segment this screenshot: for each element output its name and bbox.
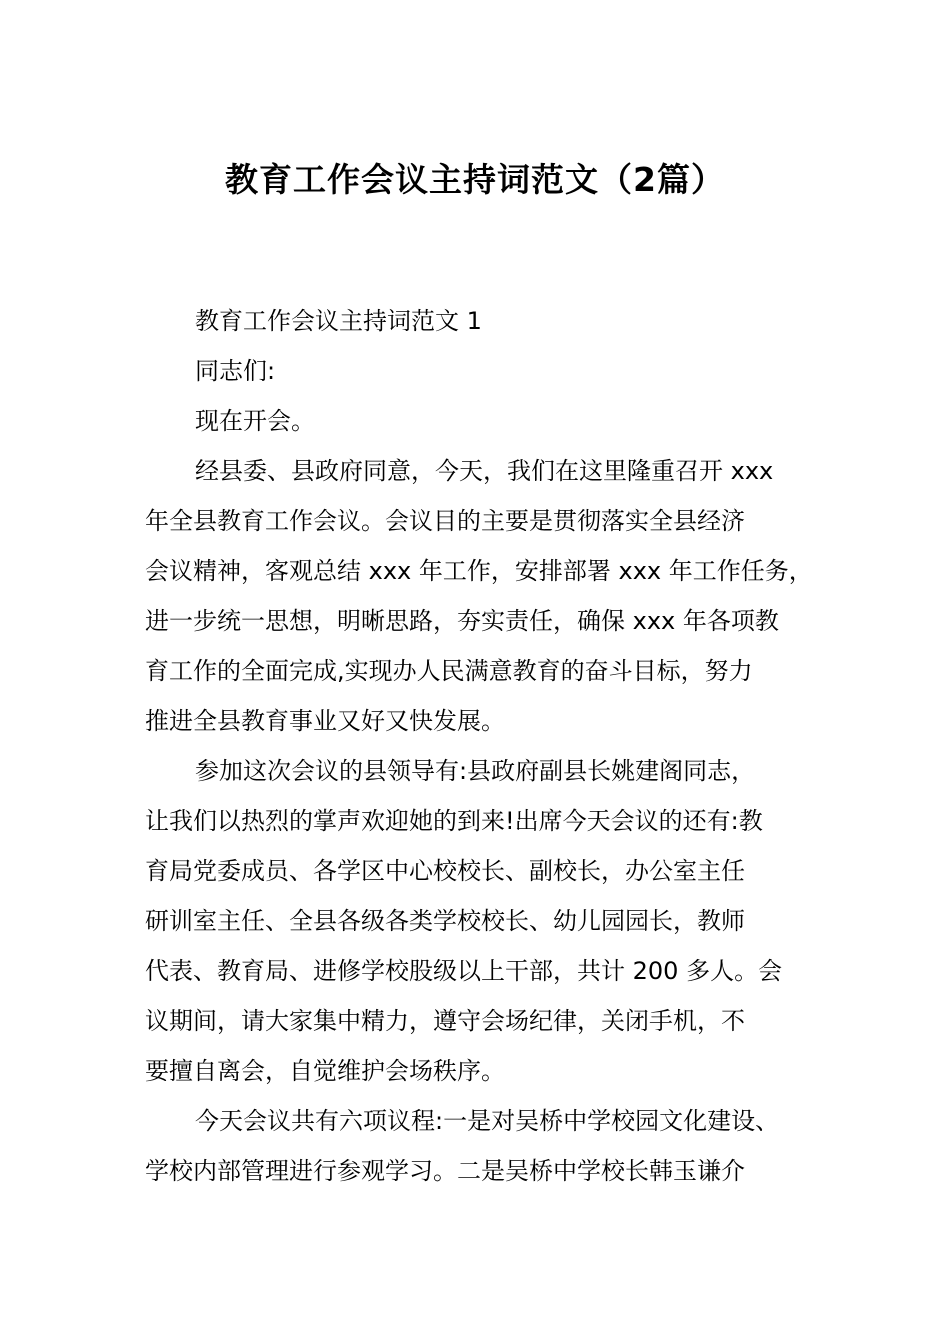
text-line: 推进全县教育事业又好又快发展。 <box>145 707 505 735</box>
text-line: 学校内部管理进行参观学习。二是吴桥中学校长韩玉谦介 <box>145 1157 745 1185</box>
text-line: 研训室主任、全县各级各类学校校长、幼儿园园长，教师 <box>145 907 745 935</box>
text-line: 育局党委成员、各学区中心校校长、副校长，办公室主任 <box>145 857 745 885</box>
text-line: 年全县教育工作会议。会议目的主要是贯彻落实全县经济 <box>145 507 745 535</box>
document-body <box>145 296 835 1196</box>
text-line: 让我们以热烈的掌声欢迎她的到来!出席今天会议的还有:教 <box>145 807 763 835</box>
text-line: 经县委、县政府同意，今天，我们在这里隆重召开 xxx <box>195 457 774 485</box>
paragraph-agenda <box>145 1096 835 1196</box>
text-line: 今天会议共有六项议程:一是对吴桥中学校园文化建设、 <box>195 1107 780 1135</box>
section-heading: 教育工作会议主持词范文 1 <box>195 307 482 335</box>
text-line: 代表、教育局、进修学校股级以上干部，共计 200 多人。会 <box>145 957 783 985</box>
text-line: 进一步统一思想，明晰思路，夯实责任，确保 xxx 年各项教 <box>145 607 779 635</box>
text-line: 议期间，请大家集中精力，遵守会场纪律，关闭手机，不 <box>145 1007 745 1035</box>
paragraph-intro <box>145 446 835 746</box>
text-line: 要擅自离会，自觉维护会场秩序。 <box>145 1057 505 1085</box>
opening-line: 现在开会。 <box>195 407 315 435</box>
greeting-line: 同志们: <box>195 357 276 385</box>
paragraph-attendees <box>145 746 835 1096</box>
text-line: 参加这次会议的县领导有:县政府副县长姚建阁同志， <box>195 757 756 785</box>
document-title: 教育工作会议主持词范文（2篇） <box>225 160 725 199</box>
text-line: 会议精神，客观总结 xxx 年工作，安排部署 xxx 年工作任务， <box>145 557 813 585</box>
text-line: 育工作的全面完成,实现办人民满意教育的奋斗目标，努力 <box>145 657 753 685</box>
